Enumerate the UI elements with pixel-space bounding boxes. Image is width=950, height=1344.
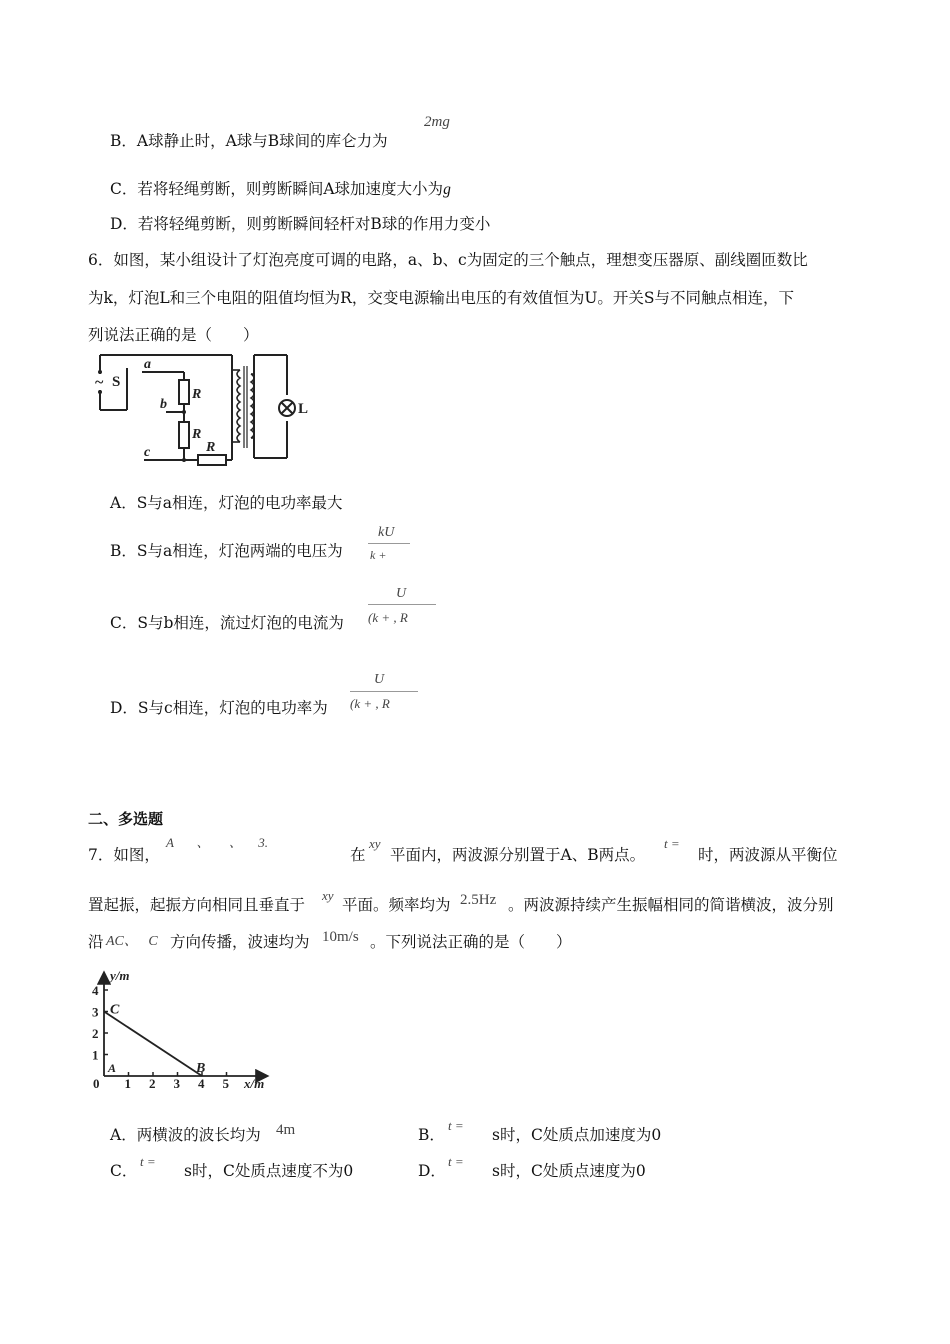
q6-option-b-fraction-bar xyxy=(368,543,410,544)
q7-stem-line1-t: t = xyxy=(664,836,680,851)
q7-stem-line1-post: 平面内，两波源分别置于A、B两点。 xyxy=(390,846,646,864)
q6-option-d-fraction-bar xyxy=(350,691,418,692)
q7-stem-line1: 7．如图， xyxy=(88,846,160,864)
q7-stem-line3-mid: 方向传播，波速均为 xyxy=(170,933,310,951)
section-heading-multiple-choice: 二、多选题 xyxy=(88,810,164,828)
q7-stem-line1-math: A 、 、 3. xyxy=(166,835,268,850)
q5-option-b-math: 2mg xyxy=(424,114,450,130)
q6-circuit-switch-label: S xyxy=(112,374,121,390)
q7-option-c-post: s时，C处质点速度不为0 xyxy=(184,1162,354,1180)
q6-option-c-numerator: U xyxy=(396,586,407,601)
q7-x-tick-label: 4 xyxy=(198,1076,205,1091)
q7-stem-line2: 置起振，起振方向相同且垂直于 xyxy=(88,896,306,914)
q7-point-a-label: A xyxy=(108,1061,117,1075)
q6-stem-line2: 为k，灯泡L和三个电阻的阻值均恒为R，交变电源输出电压的有效值恒为U。开关S与不同触点相连，下 xyxy=(88,289,795,307)
q6-circuit-r2: R xyxy=(192,427,202,442)
q6-option-c: C．S与b相连，流过灯泡的电流为 xyxy=(110,614,344,632)
q7-option-c-t: t = xyxy=(140,1154,156,1169)
q6-option-a: A．S与a相连，灯泡的电功率最大 xyxy=(110,494,343,512)
q7-point-b-label: B xyxy=(196,1061,206,1076)
q6-circuit-r1: R xyxy=(192,387,202,402)
q6-circuit-contact-a: a xyxy=(144,357,151,372)
q7-x-tick-label: 2 xyxy=(149,1076,156,1091)
q7-option-a: A．两横波的波长均为 xyxy=(110,1126,261,1144)
q7-option-b: B． xyxy=(418,1126,445,1144)
q6-circuit-contact-b: b xyxy=(160,397,167,412)
q7-stem-line3-post: 。下列说法正确的是（ ） xyxy=(370,933,572,951)
q7-y-axis-label: y/m xyxy=(110,968,130,983)
q7-stem-line2-mid: 平面。频率均为 xyxy=(342,896,451,914)
q7-y-tick-label: 3 xyxy=(92,1004,99,1020)
q7-stem-line1-xy: xy xyxy=(369,836,381,851)
q6-stem-line3: 列说法正确的是（ ） xyxy=(88,326,259,344)
q6-option-d-denominator: (k + , R xyxy=(350,696,390,711)
q7-option-a-value: 4m xyxy=(276,1122,296,1138)
q7-x-tick-label: 3 xyxy=(173,1076,180,1091)
q7-y-tick-label: 4 xyxy=(92,983,99,998)
q6-circuit-r3: R xyxy=(206,440,216,455)
q5-option-d: D．若将轻绳剪断，则剪断瞬间轻杆对B球的作用力变小 xyxy=(110,215,491,233)
q6-circuit-contact-c: c xyxy=(144,445,151,460)
q6-option-c-fraction-bar xyxy=(368,604,436,605)
q7-stem-line1-end: 时，两波源从平衡位 xyxy=(698,846,838,864)
q7-stem-line1-rest: 在 xyxy=(350,846,366,864)
q7-y-tick-label: 1 xyxy=(92,1047,99,1063)
q7-stem-line2-post: 。两波源持续产生振幅相同的简谐横波，波分别 xyxy=(508,896,834,914)
q6-circuit-lamp-label: L xyxy=(298,401,309,417)
q7-stem-line2-freq: 2.5Hz xyxy=(460,892,497,908)
q6-circuit-source: ~ xyxy=(95,374,104,391)
q7-option-b-post: s时，C处质点加速度为0 xyxy=(492,1126,662,1144)
q7-x-tick-label: 5 xyxy=(222,1076,229,1091)
q6-option-b-numerator: kU xyxy=(378,525,395,540)
q6-circuit-diagram xyxy=(92,350,332,468)
q7-stem-line3-v: 10m/s xyxy=(322,929,359,945)
q6-option-c-denominator: (k + , R xyxy=(368,610,408,625)
q6-option-b: B．S与a相连，灯泡两端的电压为 xyxy=(110,542,343,560)
q7-option-c: C． xyxy=(110,1162,138,1180)
q7-x-axis-label: x/m xyxy=(244,1076,265,1091)
q7-option-d: D． xyxy=(418,1162,446,1180)
q7-coordinate-graph xyxy=(90,968,280,1096)
q6-option-b-denominator: k + xyxy=(370,548,387,562)
q5-option-c-math: g xyxy=(443,181,451,198)
q7-stem-line2-xy: xy xyxy=(322,888,334,903)
q7-option-b-t: t = xyxy=(448,1118,464,1133)
q7-stem-line3: 沿 xyxy=(88,933,104,951)
q6-option-d-numerator: U xyxy=(374,672,385,687)
q7-option-d-t: t = xyxy=(448,1154,464,1169)
q5-option-c: C．若将轻绳剪断，则剪断瞬间A球加速度大小为g xyxy=(110,180,451,198)
q7-segment-cb xyxy=(104,1012,202,1077)
q7-origin-label: 0 xyxy=(93,1076,100,1091)
q6-option-d: D．S与c相连，灯泡的电功率为 xyxy=(110,699,328,717)
q6-stem-line1: 6．如图，某小组设计了灯泡亮度可调的电路，a、b、c为固定的三个触点，理想变压器原、副线圈匝数比 xyxy=(88,251,808,269)
q7-x-tick-label: 1 xyxy=(124,1076,131,1091)
q7-point-c-label: C xyxy=(110,1002,120,1018)
q7-option-d-post: s时，C处质点速度为0 xyxy=(492,1162,646,1180)
q7-stem-line3-math: AC、 C xyxy=(106,934,158,949)
q5-option-b: B．A球静止时，A球与B球间的库仑力为 xyxy=(110,132,388,150)
q7-y-tick-label: 2 xyxy=(92,1026,99,1041)
